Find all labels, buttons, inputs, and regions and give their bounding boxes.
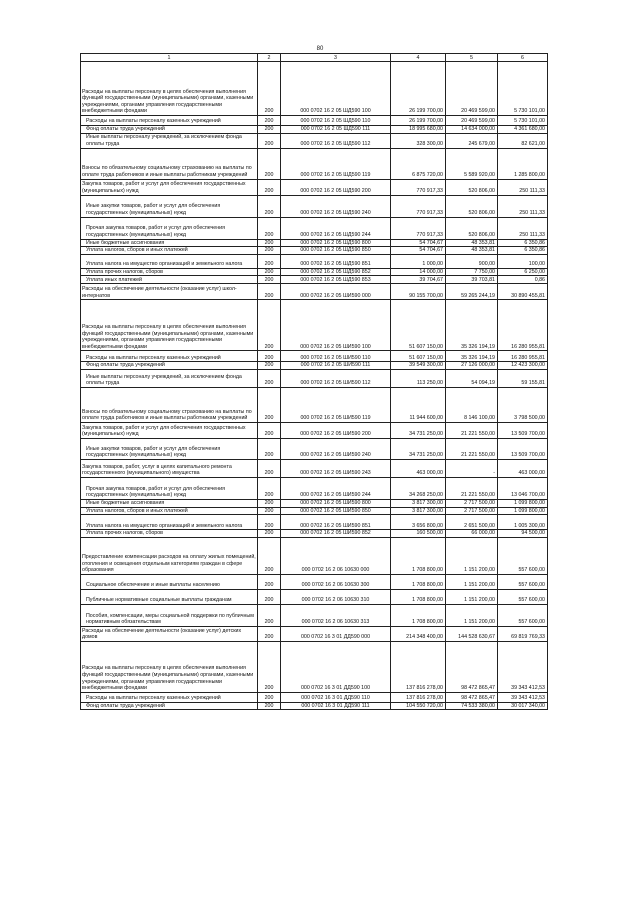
row-col2-cell: 200 xyxy=(258,217,281,239)
row-code-cell: 000 0702 16 2 06 10630 313 xyxy=(281,604,391,626)
row-value4-cell: 328 300,00 xyxy=(391,133,446,148)
table-row xyxy=(81,276,548,284)
table-row xyxy=(81,604,548,626)
row-col2-cell: 200 xyxy=(258,574,281,589)
table-row xyxy=(81,179,548,195)
row-value6-cell: 6 350,86 xyxy=(498,239,548,247)
table-row xyxy=(81,477,548,499)
row-name-cell: Закупка товаров, работ, услуг в целях капитального ремонта государственного (муниципального) имущества xyxy=(81,459,258,477)
column-number: 4 xyxy=(391,54,446,62)
row-code-cell: 000 0702 16 2 05 ШИ590 243 xyxy=(281,459,391,477)
row-name-cell: Предоставление компенсации расходов на оплату жилых помещений, отопления и освещения отдельным категориям граждан в сфере образования xyxy=(81,537,258,574)
table-row xyxy=(81,537,548,574)
row-name-cell: Расходы на выплаты персоналу казенных учреждений xyxy=(81,116,258,126)
row-value5-cell: 54 094,19 xyxy=(446,369,498,387)
table-row xyxy=(81,217,548,239)
row-code-cell: 000 0702 16 3 01 ДД590 100 xyxy=(281,641,391,692)
row-value6-cell: 39 343 412,53 xyxy=(498,692,548,702)
row-value4-cell: 463 000,00 xyxy=(391,459,446,477)
table-row xyxy=(81,574,548,589)
row-value5-cell: 1 151 200,00 xyxy=(446,537,498,574)
row-name-cell: Расходы на выплаты персоналу казенных учреждений xyxy=(81,351,258,362)
row-col2-cell: 200 xyxy=(258,62,281,116)
row-col2-cell: 200 xyxy=(258,284,281,300)
row-name-cell: Уплата прочих налогов, сборов xyxy=(81,268,258,276)
row-value6-cell: 6 350,86 xyxy=(498,247,548,255)
row-value4-cell: 26 199 700,00 xyxy=(391,116,446,126)
row-value6-cell: 1 285 800,00 xyxy=(498,148,548,179)
row-name-cell: Закупка товаров, работ и услуг для обеспечения государственных (муниципальных) нужд xyxy=(81,422,258,438)
row-value6-cell: 3 798 500,00 xyxy=(498,387,548,422)
row-value6-cell: 13 509 700,00 xyxy=(498,422,548,438)
column-number: 1 xyxy=(81,54,258,62)
row-name-cell: Расходы на выплаты персоналу казенных учреждений xyxy=(81,692,258,702)
row-col2-cell: 200 xyxy=(258,422,281,438)
row-value6-cell: 100,00 xyxy=(498,254,548,268)
row-code-cell: 000 0702 16 2 05 ШД590 112 xyxy=(281,133,391,148)
row-name-cell: Иные выплаты персоналу учреждений, за исключением фонда оплаты труда xyxy=(81,133,258,148)
row-value5-cell: 7 750,00 xyxy=(446,268,498,276)
row-value4-cell: 3 656 800,00 xyxy=(391,515,446,530)
table-row xyxy=(81,626,548,641)
row-col2-cell: 200 xyxy=(258,702,281,710)
row-value4-cell: 770 917,33 xyxy=(391,179,446,195)
row-value6-cell: 557 600,00 xyxy=(498,574,548,589)
row-name-cell: Прочая закупка товаров, работ и услуг для обеспечения государственных (муниципальных) нужд xyxy=(81,477,258,499)
row-name-cell: Расходы на выплаты персоналу в целях обеспечения выполнения функций государственными (муниципальными) органами, казенными учреждениями, органами управления государственными внебюджетными фондами xyxy=(81,641,258,692)
row-code-cell: 000 0702 16 2 05 ШД590 800 xyxy=(281,239,391,247)
row-name-cell: Прочая закупка товаров, работ и услуг для обеспечения государственных (муниципальных) нужд xyxy=(81,217,258,239)
row-name-cell: Иные бюджетные ассигнования xyxy=(81,239,258,247)
row-col2-cell: 200 xyxy=(258,362,281,370)
row-value4-cell: 54 704,67 xyxy=(391,239,446,247)
row-value5-cell: 74 533 380,00 xyxy=(446,702,498,710)
row-value5-cell: 21 221 550,00 xyxy=(446,438,498,459)
row-col2-cell: 200 xyxy=(258,387,281,422)
row-code-cell: 000 0702 16 3 01 ДД590 111 xyxy=(281,702,391,710)
row-value6-cell: 16 280 955,81 xyxy=(498,300,548,351)
row-name-cell: Иные бюджетные ассигнования xyxy=(81,499,258,507)
row-code-cell: 000 0702 16 2 05 ШД590 110 xyxy=(281,116,391,126)
row-value5-cell: 1 151 200,00 xyxy=(446,604,498,626)
row-value6-cell: 1 099 800,00 xyxy=(498,499,548,507)
row-col2-cell: 200 xyxy=(258,459,281,477)
row-value4-cell: 104 550 720,00 xyxy=(391,702,446,710)
row-code-cell: 000 0702 16 2 06 10630 000 xyxy=(281,537,391,574)
row-col2-cell: 200 xyxy=(258,515,281,530)
row-value4-cell: 214 348 400,00 xyxy=(391,626,446,641)
row-value5-cell: 98 472 865,47 xyxy=(446,692,498,702)
row-col2-cell: 200 xyxy=(258,604,281,626)
row-name-cell: Публичные нормативные социальные выплаты гражданам xyxy=(81,589,258,604)
row-value6-cell: 1 005 300,00 xyxy=(498,515,548,530)
row-value6-cell: 4 361 680,00 xyxy=(498,126,548,134)
row-value5-cell: 39 703,81 xyxy=(446,276,498,284)
column-number: 2 xyxy=(258,54,281,62)
table-row xyxy=(81,62,548,116)
row-value6-cell: 5 730 101,00 xyxy=(498,62,548,116)
row-col2-cell: 200 xyxy=(258,247,281,255)
row-value4-cell: 137 816 278,00 xyxy=(391,692,446,702)
row-value6-cell: 16 280 955,81 xyxy=(498,351,548,362)
row-value5-cell: 1 151 200,00 xyxy=(446,574,498,589)
table-row xyxy=(81,422,548,438)
row-code-cell: 000 0702 16 2 05 ШИ590 244 xyxy=(281,477,391,499)
row-value6-cell: 1 099 800,00 xyxy=(498,507,548,515)
row-col2-cell: 200 xyxy=(258,254,281,268)
table-row xyxy=(81,300,548,351)
row-value6-cell: 39 343 412,53 xyxy=(498,641,548,692)
row-name-cell: Иные закупки товаров, работ и услуг для обеспечения государственных (муниципальных) нужд xyxy=(81,438,258,459)
row-name-cell: Закупка товаров, работ и услуг для обеспечения государственных (муниципальных) нужд xyxy=(81,179,258,195)
table-row xyxy=(81,133,548,148)
row-value6-cell: 0,86 xyxy=(498,276,548,284)
row-value5-cell: 48 353,81 xyxy=(446,239,498,247)
row-code-cell: 000 0702 16 2 05 ШИ590 111 xyxy=(281,362,391,370)
row-col2-cell: 200 xyxy=(258,268,281,276)
row-name-cell: Фонд оплаты труда учреждений xyxy=(81,702,258,710)
row-value6-cell: 69 819 769,33 xyxy=(498,626,548,641)
row-value4-cell: 39 704,67 xyxy=(391,276,446,284)
row-code-cell: 000 0702 16 2 06 10630 310 xyxy=(281,589,391,604)
row-value5-cell: 2 717 500,00 xyxy=(446,499,498,507)
row-value5-cell: 900,00 xyxy=(446,254,498,268)
row-col2-cell: 200 xyxy=(258,626,281,641)
row-value4-cell: 1 708 800,00 xyxy=(391,537,446,574)
budget-table xyxy=(80,53,548,710)
row-col2-cell: 200 xyxy=(258,641,281,692)
row-value4-cell: 34 731 250,00 xyxy=(391,422,446,438)
row-value4-cell: 1 708 800,00 xyxy=(391,604,446,626)
row-code-cell: 000 0702 16 2 05 ШИ590 240 xyxy=(281,438,391,459)
table-row xyxy=(81,284,548,300)
row-value6-cell: 250 111,33 xyxy=(498,179,548,195)
row-code-cell: 000 0702 16 2 05 ШИ590 200 xyxy=(281,422,391,438)
row-col2-cell: 200 xyxy=(258,477,281,499)
row-col2-cell: 200 xyxy=(258,133,281,148)
row-code-cell: 000 0702 16 2 05 ШД590 853 xyxy=(281,276,391,284)
row-value5-cell: 21 221 550,00 xyxy=(446,422,498,438)
row-col2-cell: 200 xyxy=(258,126,281,134)
row-value5-cell: 2 651 500,00 xyxy=(446,515,498,530)
row-code-cell: 000 0702 16 2 05 ШИ590 119 xyxy=(281,387,391,422)
table-row xyxy=(81,362,548,370)
row-value6-cell: 6 250,00 xyxy=(498,268,548,276)
row-col2-cell: 200 xyxy=(258,537,281,574)
table-row xyxy=(81,116,548,126)
row-value6-cell: 82 621,00 xyxy=(498,133,548,148)
row-value4-cell: 137 816 278,00 xyxy=(391,641,446,692)
row-value6-cell: 463 000,00 xyxy=(498,459,548,477)
row-value4-cell: 1 000,00 xyxy=(391,254,446,268)
table-row xyxy=(81,515,548,530)
row-value5-cell: 21 221 550,00 xyxy=(446,477,498,499)
row-value5-cell: 20 469 599,00 xyxy=(446,62,498,116)
row-name-cell: Расходы на обеспечение деятельности (оказание услуг) детских домов xyxy=(81,626,258,641)
row-value6-cell: 13 046 700,00 xyxy=(498,477,548,499)
row-name-cell: Уплата налога на имущество организаций и земельного налога xyxy=(81,254,258,268)
row-col2-cell: 200 xyxy=(258,148,281,179)
row-col2-cell: 200 xyxy=(258,116,281,126)
column-number: 3 xyxy=(281,54,391,62)
row-code-cell: 000 0702 16 2 05 ШИ590 800 xyxy=(281,499,391,507)
row-value5-cell: 520 806,00 xyxy=(446,217,498,239)
row-value6-cell: 250 111,33 xyxy=(498,217,548,239)
page-number: 80 xyxy=(316,46,324,52)
row-name-cell: Социальное обеспечение и иные выплаты населению xyxy=(81,574,258,589)
table-row xyxy=(81,589,548,604)
row-name-cell: Уплата иных платежей xyxy=(81,276,258,284)
row-value4-cell: 3 817 300,00 xyxy=(391,507,446,515)
row-col2-cell: 200 xyxy=(258,276,281,284)
row-value4-cell: 1 708 800,00 xyxy=(391,589,446,604)
column-number-row xyxy=(81,54,548,62)
row-name-cell: Фонд оплаты труда учреждений xyxy=(81,126,258,134)
row-name-cell: Расходы на выплаты персоналу в целях обеспечения выполнения функций государственными (муниципальными) органами, казенными учреждениями, органами управления государственными внебюджетными фондами xyxy=(81,300,258,351)
row-code-cell: 000 0702 16 2 05 ШД590 240 xyxy=(281,195,391,217)
table-row xyxy=(81,239,548,247)
row-value5-cell: 1 151 200,00 xyxy=(446,589,498,604)
row-col2-cell: 200 xyxy=(258,351,281,362)
table-row xyxy=(81,387,548,422)
row-value4-cell: 51 607 150,00 xyxy=(391,300,446,351)
table-row xyxy=(81,459,548,477)
table-row xyxy=(81,268,548,276)
row-value5-cell: 5 589 920,00 xyxy=(446,148,498,179)
row-value5-cell: 59 265 244,19 xyxy=(446,284,498,300)
row-value4-cell: 34 731 250,00 xyxy=(391,438,446,459)
row-value6-cell: 557 600,00 xyxy=(498,537,548,574)
table-row xyxy=(81,499,548,507)
row-col2-cell: 200 xyxy=(258,195,281,217)
row-col2-cell: 200 xyxy=(258,692,281,702)
row-code-cell: 000 0702 16 2 05 ШИ590 110 xyxy=(281,351,391,362)
row-code-cell: 000 0702 16 2 05 ШД590 850 xyxy=(281,247,391,255)
row-value4-cell: 770 917,33 xyxy=(391,195,446,217)
row-value4-cell: 1 708 800,00 xyxy=(391,574,446,589)
row-code-cell: 000 0702 16 2 05 ШД590 111 xyxy=(281,126,391,134)
row-code-cell: 000 0702 16 2 05 ШИ590 851 xyxy=(281,515,391,530)
row-name-cell: Иные закупки товаров, работ и услуг для обеспечения государственных (муниципальных) нужд xyxy=(81,195,258,217)
row-value4-cell: 51 607 150,00 xyxy=(391,351,446,362)
row-value5-cell: 520 806,00 xyxy=(446,179,498,195)
row-value6-cell: 30 017 340,00 xyxy=(498,702,548,710)
row-code-cell: 000 0702 16 2 05 ШД590 100 xyxy=(281,62,391,116)
row-col2-cell: 200 xyxy=(258,300,281,351)
row-name-cell: Иные выплаты персоналу учреждений, за исключением фонда оплаты труда xyxy=(81,369,258,387)
row-value5-cell: 520 806,00 xyxy=(446,195,498,217)
row-value4-cell: 39 549 300,00 xyxy=(391,362,446,370)
row-code-cell: 000 0702 16 2 05 ШД590 852 xyxy=(281,268,391,276)
row-value5-cell: 144 528 630,67 xyxy=(446,626,498,641)
row-value6-cell: 5 730 101,00 xyxy=(498,116,548,126)
table-row xyxy=(81,702,548,710)
row-name-cell: Уплата налогов, сборов и иных платежей xyxy=(81,247,258,255)
table-row xyxy=(81,126,548,134)
table-row xyxy=(81,641,548,692)
row-code-cell: 000 0702 16 2 05 ШИ590 852 xyxy=(281,530,391,538)
table-row xyxy=(81,507,548,515)
row-col2-cell: 200 xyxy=(258,179,281,195)
row-code-cell: 000 0702 16 2 05 ШИ590 112 xyxy=(281,369,391,387)
row-value4-cell: 26 199 700,00 xyxy=(391,62,446,116)
row-value5-cell: 98 472 865,47 xyxy=(446,641,498,692)
row-name-cell: Пособия, компенсации, меры социальной поддержки по публичным нормативным обязательствам xyxy=(81,604,258,626)
table-row xyxy=(81,438,548,459)
column-number: 6 xyxy=(498,54,548,62)
row-value5-cell: 48 353,81 xyxy=(446,247,498,255)
row-value4-cell: 770 917,33 xyxy=(391,217,446,239)
row-value4-cell: 54 704,67 xyxy=(391,247,446,255)
table-row xyxy=(81,369,548,387)
row-code-cell: 000 0702 16 2 05 ШД590 200 xyxy=(281,179,391,195)
table-row xyxy=(81,254,548,268)
row-name-cell: Расходы на выплаты персоналу в целях обеспечения выполнения функций государственными (муниципальными) органами, казенными учреждениями, органами управления государственными внебюджетными фондами xyxy=(81,62,258,116)
row-name-cell: Фонд оплаты труда учреждений xyxy=(81,362,258,370)
table-row xyxy=(81,692,548,702)
row-value5-cell: 66 000,00 xyxy=(446,530,498,538)
row-value6-cell: 30 890 455,81 xyxy=(498,284,548,300)
row-code-cell: 000 0702 16 2 05 ШД590 851 xyxy=(281,254,391,268)
row-name-cell: Взносы по обязательному социальному страхованию на выплаты по оплате труда работников и иные выплаты работникам учреждений xyxy=(81,148,258,179)
row-value6-cell: 557 600,00 xyxy=(498,604,548,626)
column-number: 5 xyxy=(446,54,498,62)
row-code-cell: 000 0702 16 2 05 ШД590 244 xyxy=(281,217,391,239)
row-col2-cell: 200 xyxy=(258,507,281,515)
row-value5-cell: 20 469 599,00 xyxy=(446,116,498,126)
row-value5-cell: 14 634 000,00 xyxy=(446,126,498,134)
row-code-cell: 000 0702 16 2 06 10630 300 xyxy=(281,574,391,589)
row-value5-cell: 35 326 194,19 xyxy=(446,300,498,351)
row-value5-cell: 2 717 500,00 xyxy=(446,507,498,515)
row-name-cell: Расходы на обеспечение деятельности (оказание услуг) школ-интернатов xyxy=(81,284,258,300)
row-name-cell: Уплата налога на имущество организаций и земельного налога xyxy=(81,515,258,530)
row-value4-cell: 90 155 700,00 xyxy=(391,284,446,300)
row-col2-cell: 200 xyxy=(258,530,281,538)
row-value4-cell: 11 944 600,00 xyxy=(391,387,446,422)
row-value5-cell: - xyxy=(446,459,498,477)
row-name-cell: Уплата прочих налогов, сборов xyxy=(81,530,258,538)
row-value5-cell: 245 679,00 xyxy=(446,133,498,148)
row-value5-cell: 27 126 000,00 xyxy=(446,362,498,370)
row-value4-cell: 160 500,00 xyxy=(391,530,446,538)
row-value6-cell: 557 600,00 xyxy=(498,589,548,604)
row-name-cell: Уплата налогов, сборов и иных платежей xyxy=(81,507,258,515)
row-code-cell: 000 0702 16 2 05 ШД590 119 xyxy=(281,148,391,179)
row-col2-cell: 200 xyxy=(258,239,281,247)
row-value6-cell: 94 500,00 xyxy=(498,530,548,538)
row-value4-cell: 18 995 680,00 xyxy=(391,126,446,134)
row-value6-cell: 13 509 700,00 xyxy=(498,438,548,459)
row-value5-cell: 35 326 194,19 xyxy=(446,351,498,362)
row-value5-cell: 8 146 100,00 xyxy=(446,387,498,422)
table-row xyxy=(81,195,548,217)
row-code-cell: 000 0702 16 3 01 ДД590 110 xyxy=(281,692,391,702)
row-value6-cell: 59 155,81 xyxy=(498,369,548,387)
table-row xyxy=(81,148,548,179)
row-col2-cell: 200 xyxy=(258,438,281,459)
row-value4-cell: 34 268 250,00 xyxy=(391,477,446,499)
row-col2-cell: 200 xyxy=(258,589,281,604)
row-value4-cell: 6 875 720,00 xyxy=(391,148,446,179)
row-code-cell: 000 0702 16 2 05 ШИ590 100 xyxy=(281,300,391,351)
table-row xyxy=(81,351,548,362)
row-col2-cell: 200 xyxy=(258,369,281,387)
row-value4-cell: 3 817 300,00 xyxy=(391,499,446,507)
row-code-cell: 000 0702 16 2 05 ШИ590 000 xyxy=(281,284,391,300)
table-row xyxy=(81,530,548,538)
table-row xyxy=(81,247,548,255)
row-value6-cell: 12 423 300,00 xyxy=(498,362,548,370)
row-col2-cell: 200 xyxy=(258,499,281,507)
row-name-cell: Взносы по обязательному социальному страхованию на выплаты по оплате труда работников и иные выплаты работникам учреждений xyxy=(81,387,258,422)
row-code-cell: 000 0702 16 2 05 ШИ590 850 xyxy=(281,507,391,515)
row-value4-cell: 14 000,00 xyxy=(391,268,446,276)
row-value4-cell: 113 250,00 xyxy=(391,369,446,387)
row-code-cell: 000 0702 16 3 01 ДД590 000 xyxy=(281,626,391,641)
row-value6-cell: 250 111,33 xyxy=(498,195,548,217)
